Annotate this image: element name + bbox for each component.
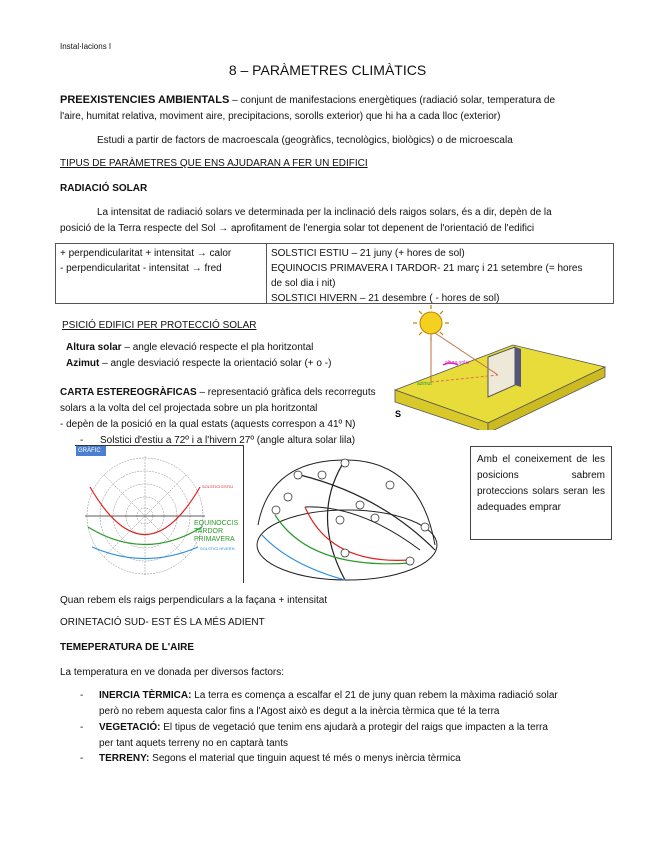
radiacio-line2: posició de la Terra respecte del Sol → aprofitament de l'energia solar tot depenent de l'orientació de l'edifici bbox=[60, 223, 535, 234]
temperatura-intro: La temperatura en ve donada per diversos factors: bbox=[60, 667, 285, 678]
term: Azimut bbox=[66, 358, 100, 369]
table-text: SOLSTICI HIVERN – 21 desembre ( - hores de sol) bbox=[271, 293, 500, 304]
definition: La terra es comença a escalfar el 21 de juny quan rebem la màxima radiació solar bbox=[191, 690, 558, 701]
term: PREEXISTENCIES AMBIENTALS bbox=[60, 94, 230, 106]
south-label: S bbox=[395, 409, 402, 419]
preexistencies-line1 bbox=[60, 94, 555, 107]
table-text: de sol dia i nit) bbox=[271, 278, 336, 289]
winter-label: SOLSTICI HIVERN bbox=[200, 546, 235, 551]
page-header: Instal·lacions I bbox=[60, 42, 112, 51]
table-left-cell bbox=[56, 244, 267, 303]
bullet-text: Solstici d'estiu a 72º i a l'hivern 27º (angle altura solar lila) bbox=[100, 435, 356, 446]
term: TERRENY: bbox=[99, 753, 150, 764]
orientacio-text: ORINETACIÓ SUD- EST ÉS LA MÉS ADIENT bbox=[60, 617, 265, 628]
posicio-heading: PSICIÓ EDIFICI PER PROTECCIÓ SOLAR bbox=[62, 320, 257, 331]
carta-line1 bbox=[60, 386, 376, 399]
preexistencies-line2: l'aire, humitat relativa, moviment aire, precipitacions, sorolls exterior) que hi ha a cada lloc (exterior) bbox=[60, 111, 501, 122]
table-text: + perpendicularitat + intensitat → calor bbox=[60, 248, 232, 259]
note-box: Amb el coneixement de les posicions sabrem proteccions solars seran les adequades emprar bbox=[470, 446, 612, 540]
term: CARTA ESTEREOGRÀFICAS bbox=[60, 387, 197, 398]
bullet-terreny: - TERRENY: Segons el material que tinguin aquest té més o menys inèrcia tèrmica bbox=[80, 753, 461, 764]
definition: – representació gràfica dels recorreguts bbox=[196, 387, 376, 398]
definition: El tipus de vegetació que tenim ens ajudarà a protegir del raigs que impacten a la terra bbox=[160, 722, 548, 733]
bullet-vegetacio-line2: per tant aquets terreny no en captarà tants bbox=[99, 738, 289, 749]
bullet-vegetacio: - VEGETACIÓ: El tipus de vegetació que tenim ens ajudarà a protegir del raigs que impacten a la terra bbox=[80, 722, 548, 733]
carta-line3: - depèn de la posició en la qual estats (aquests correspon a 41º N) bbox=[60, 419, 356, 430]
temperatura-heading: TEMEPERATURA DE L'AIRE bbox=[60, 642, 195, 653]
altura-solar-label: altura solar bbox=[445, 360, 470, 366]
azimut-label: azimut bbox=[417, 381, 432, 387]
quan-text: Quan rebem els raigs perpendiculars a la façana + intensitat bbox=[60, 595, 328, 606]
term: Altura solar bbox=[66, 342, 122, 353]
bullet-inercia-line2: però no rebem aquesta calor fins a l'Agost això es degut a la inèrcia tèrmica que té la terra bbox=[99, 706, 500, 717]
stereographic-chart bbox=[80, 452, 245, 580]
sun-altitude-diagram bbox=[393, 305, 608, 430]
definition: – angle desviació respecte la orientació solar (+ o -) bbox=[99, 358, 332, 369]
table-text: EQUINOCIS PRIMAVERA I TARDOR- 21 març i 21 setembre (= hores bbox=[271, 263, 583, 274]
table-right-cell bbox=[267, 244, 613, 303]
definition: Segons el material que tinguin aquest té més o menys inèrcia tèrmica bbox=[149, 753, 461, 764]
page-title: 8 – PARÀMETRES CLIMÀTICS bbox=[228, 62, 427, 78]
tipus-heading: TIPUS DE PARÀMETRES QUE ENS AJUDARAN A FER UN EDIFICI bbox=[60, 158, 368, 169]
term: INERCIA TÈRMICA: bbox=[99, 690, 192, 701]
estudi-text: Estudi a partir de factors de macroescala (geogràfics, tecnològics, biològics) o de microescala bbox=[97, 135, 513, 146]
carta-line2: solars a la volta del cel projectada sobre un pla horitzontal bbox=[60, 403, 318, 414]
radiation-table bbox=[55, 243, 614, 304]
sky-dome-diagram bbox=[250, 455, 450, 583]
table-text: - perpendicularitat - intensitat → fred bbox=[60, 263, 222, 274]
radiacio-line1: La intensitat de radiació solars ve determinada per la inclinació dels raigos solars, és a dir, depèn de la bbox=[97, 207, 552, 218]
equinox-label: EQUINOCCIS TARDOR PRIMAVERA bbox=[194, 520, 239, 543]
definition: – conjunt de manifestacions energètiques (radiació solar, temperatura de bbox=[229, 95, 556, 106]
definition: – angle elevació respecte el pla horitzontal bbox=[121, 342, 314, 353]
term: VEGETACIÓ: bbox=[99, 722, 161, 733]
radiacio-heading: RADIACIÓ SOLAR bbox=[60, 183, 148, 194]
altura-line bbox=[66, 341, 313, 354]
summer-label: SOLSTICI ESTIU bbox=[202, 484, 234, 489]
table-text: SOLSTICI ESTIU – 21 juny (+ hores de sol) bbox=[271, 248, 465, 259]
azimut-line bbox=[66, 357, 331, 370]
carta-bullet: - Solstici d'estiu a 72º i a l'hivern 27º (angle altura solar lila) bbox=[80, 435, 356, 446]
chart-tab: GRÀFIC bbox=[76, 446, 106, 456]
bullet-inercia: - INERCIA TÈRMICA: La terra es comença a escalfar el 21 de juny quan rebem la màxima radiació solar bbox=[80, 690, 558, 701]
